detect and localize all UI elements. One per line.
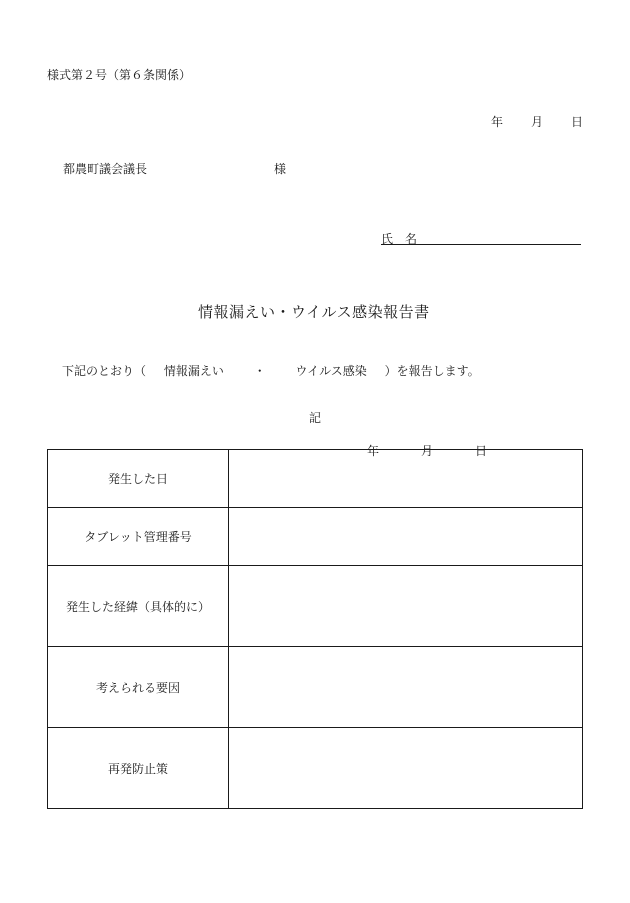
table-row xyxy=(48,450,583,508)
statement-option-virus: ウイルス感染 xyxy=(295,364,367,378)
occurrence-year-label: 年 xyxy=(367,444,380,458)
applicant-name-label: 氏名 xyxy=(381,232,430,246)
table-row xyxy=(48,728,583,809)
date-day-label: 日 xyxy=(571,115,584,129)
addressee-honorific: 様 xyxy=(274,162,287,176)
date-month-label: 月 xyxy=(531,115,544,129)
statement-prefix: 下記のとおり（ xyxy=(62,364,147,378)
tablet-number-field[interactable] xyxy=(229,508,583,566)
document-title: 情報漏えい・ウイルス感染報告書 xyxy=(198,303,430,321)
ki-heading: 記 xyxy=(309,411,322,425)
prevention-field[interactable] xyxy=(229,728,583,809)
circumstances-field[interactable] xyxy=(229,566,583,647)
table-row xyxy=(48,647,583,728)
report-table xyxy=(47,444,583,809)
occurrence-date-label: 発生した日 xyxy=(48,450,229,508)
occurrence-day-label: 日 xyxy=(475,444,488,458)
addressee-name: 都農町議会議長 xyxy=(63,162,148,176)
occurrence-date-field[interactable] xyxy=(229,444,583,508)
table-row xyxy=(48,508,583,566)
statement-option-leak: 情報漏えい xyxy=(163,364,224,378)
date-year-label: 年 xyxy=(491,115,504,129)
statement-separator: ・ xyxy=(253,364,266,378)
occurrence-month-label: 月 xyxy=(421,444,434,458)
form-number: 様式第２号（第６条関係） xyxy=(47,68,192,82)
prevention-label: 再発防止策 xyxy=(48,728,229,809)
tablet-number-label: タブレット管理番号 xyxy=(48,508,229,566)
table-row xyxy=(48,566,583,647)
causes-field[interactable] xyxy=(229,647,583,728)
statement-suffix: ）を報告します。 xyxy=(384,364,480,378)
statement xyxy=(62,362,480,379)
causes-label: 考えられる要因 xyxy=(48,647,229,728)
circumstances-label: 発生した経緯（具体的に） xyxy=(48,566,229,647)
applicant-name-line[interactable] xyxy=(381,244,581,245)
